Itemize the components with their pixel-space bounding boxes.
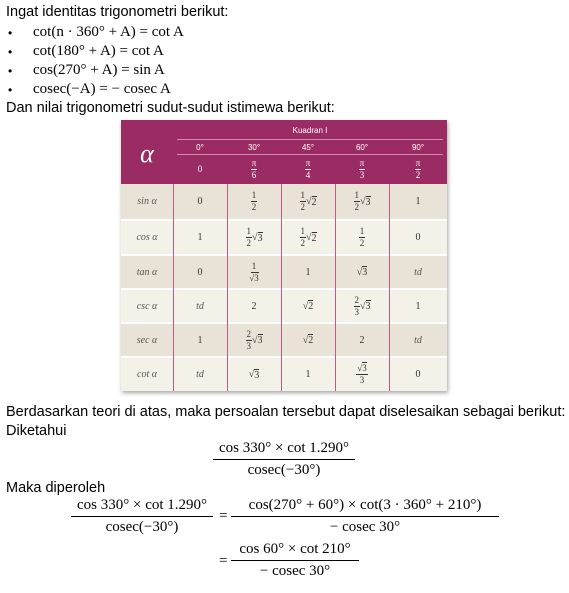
bullet-1: • — [8, 26, 13, 40]
cot-90: 0 — [415, 369, 421, 380]
bullet-3: • — [8, 64, 13, 78]
theory-line: Berdasarkan teori di atas, maka persoalan tersebut dapat diselesaikan sebagai berikut: — [6, 404, 566, 420]
identity-4: cosec(−A) = − cosec A — [33, 81, 171, 97]
cos-30: 1 2 √ 3 — [246, 226, 263, 248]
sec-45: √ 2 — [302, 334, 314, 346]
degree-header-30: 30° — [247, 142, 261, 152]
radian-header-pi-4: π 4 — [305, 157, 311, 180]
step2-denominator: − cosec 30° — [329, 519, 401, 535]
trig-value-table — [121, 120, 447, 391]
tan-30: 1 √3 — [249, 260, 259, 283]
sin-60: 1 2 √ 3 — [354, 190, 371, 212]
cos-45: 1 2 √ 2 — [300, 226, 317, 248]
bullet-4: • — [8, 83, 13, 97]
alpha-symbol: α — [140, 139, 154, 168]
step1-fraction — [71, 497, 213, 536]
given-fraction — [213, 440, 355, 479]
sec-60: 2 — [359, 334, 365, 346]
cot-45: 1 — [305, 369, 311, 380]
row-label-cos: cos α — [136, 232, 158, 243]
step2-fraction — [231, 497, 499, 536]
identity-1: cot(n · 360° + A) = cot A — [33, 24, 184, 40]
equals-sign-1: = — [219, 508, 228, 524]
sec-90: td — [414, 334, 422, 346]
step1-denominator: cosec(−30°) — [105, 519, 179, 535]
row-label-sin: sin α — [137, 196, 157, 207]
row-label-cot: cot α — [137, 369, 157, 380]
sin-0: 0 — [197, 196, 203, 207]
step1-numerator: cos 330° × cot 1.290° — [71, 497, 213, 517]
row-label-tan: tan α — [136, 266, 158, 278]
csc-30: 2 — [251, 300, 257, 312]
given-denominator: cosec(−30°) — [247, 462, 321, 478]
step3-fraction — [231, 541, 359, 580]
row-label-sec: sec α — [136, 334, 158, 346]
degree-header-60: 60° — [355, 142, 369, 152]
cot-30: √ 3 — [248, 369, 260, 381]
cos-60: 1 2 — [359, 226, 365, 248]
csc-90: 1 — [415, 300, 421, 312]
radian-header-0: 0 — [197, 164, 203, 174]
radian-header-pi-2: π 2 — [415, 157, 421, 180]
obtain-label: Maka diperoleh — [6, 480, 106, 496]
csc-0: td — [196, 300, 204, 312]
tan-90: td — [414, 266, 422, 278]
identity-2: cot(180° + A) = cot A — [33, 43, 164, 59]
cot-60: √3 3 — [357, 363, 367, 385]
row-label-csc: csc α — [136, 300, 158, 312]
csc-60: 2 3 √ 3 — [354, 294, 371, 317]
sin-90: 1 — [415, 196, 421, 207]
step3-numerator: cos 60° × cot 210° — [231, 541, 359, 561]
sec-0: 1 — [197, 334, 203, 346]
sec-30: 2 3 √ 3 — [246, 328, 263, 351]
bullet-2: • — [8, 45, 13, 59]
radian-header-pi-3: π 3 — [359, 157, 365, 180]
intro-heading: Ingat identitas trigonometri berikut: — [6, 4, 229, 20]
degree-header-45: 45° — [301, 142, 315, 152]
step3-denominator: − cosec 30° — [259, 563, 331, 579]
degree-header-0: 0° — [196, 142, 204, 152]
given-numerator: cos 330° × cot 1.290° — [213, 440, 355, 460]
tan-0: 0 — [197, 266, 203, 278]
known-label: Diketahui — [6, 423, 67, 439]
radian-header-pi-6: π 6 — [251, 157, 257, 180]
tan-45: 1 — [305, 266, 311, 278]
cos-90: 0 — [415, 232, 421, 243]
identity-3: cos(270° + A) = sin A — [33, 62, 165, 78]
tan-60: √ 3 — [356, 266, 368, 278]
table-intro: Dan nilai trigonometri sudut-sudut istimewa berikut: — [6, 100, 335, 116]
degree-header-90: 90° — [411, 142, 425, 152]
sin-45: 1 2 √ 2 — [300, 190, 317, 212]
sin-30: 1 2 — [251, 190, 257, 212]
step2-numerator: cos(270° + 60°) × cot(3 · 360° + 210°) — [231, 497, 499, 517]
cos-0: 1 — [197, 232, 203, 243]
cot-0: td — [196, 369, 204, 380]
csc-45: √ 2 — [302, 300, 314, 312]
quadrant-title: Kuadran I — [292, 125, 328, 135]
equals-sign-2: = — [219, 553, 228, 569]
